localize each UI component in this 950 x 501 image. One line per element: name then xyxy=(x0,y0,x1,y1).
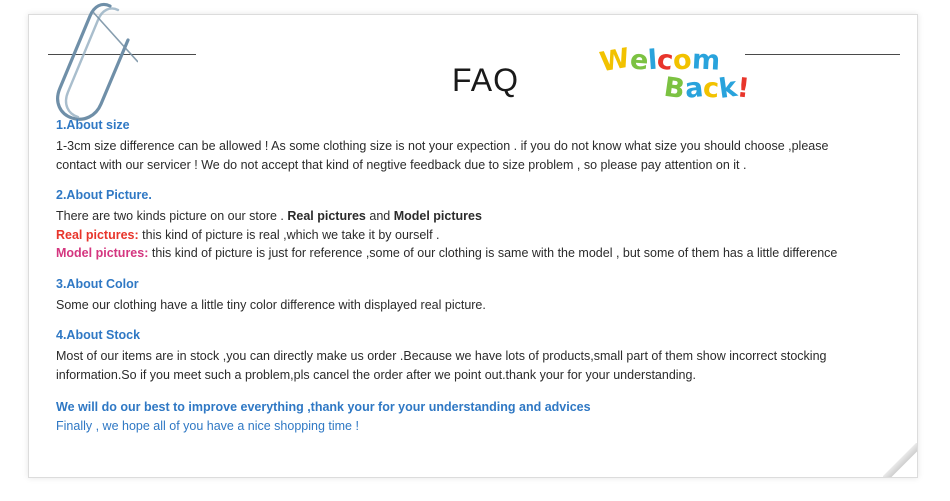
faq-section-size xyxy=(56,118,896,174)
welcome-letter: B xyxy=(662,71,687,106)
paragraph-line xyxy=(56,244,896,263)
section-body xyxy=(56,207,896,263)
paragraph-line: Some our clothing have a little tiny color difference with displayed real picture. xyxy=(56,297,486,312)
welcome-letter: W xyxy=(597,42,633,79)
closing-message xyxy=(56,398,896,436)
section-heading: 1.About size xyxy=(56,118,130,132)
welcome-letter: ! xyxy=(735,72,751,105)
welcome-letter: c xyxy=(702,72,720,105)
faq-section-stock xyxy=(56,328,896,384)
section-heading: 4.About Stock xyxy=(56,328,141,342)
welcome-letter: m xyxy=(691,44,721,77)
section-heading: 2.About Picture. xyxy=(56,188,152,202)
faq-content xyxy=(56,118,896,436)
section-body xyxy=(56,137,896,174)
intro-text-a: There are two kinds picture on our store . xyxy=(56,209,288,223)
section-body xyxy=(56,347,896,384)
section-heading: 3.About Color xyxy=(56,276,139,291)
welcome-line-2 xyxy=(662,71,751,106)
paragraph-line xyxy=(56,207,896,226)
paragraph-line: Most of our items are in stock ,you can directly make us order .Because we have lots of products,small part of them show incorrect stocking xyxy=(56,349,827,363)
paragraph-line: contact with our servicer ! We do not accept that kind of negtive feedback due to size problem , so please pay attention on it . xyxy=(56,157,747,172)
welcome-letter: k xyxy=(716,71,739,106)
closing-line-1: We will do our best to improve everything ,thank your for your understanding and advices xyxy=(56,400,591,414)
welcome-letter: e xyxy=(628,44,650,77)
real-pictures-term: Real pictures xyxy=(287,209,366,223)
welcome-letter: a xyxy=(682,72,705,105)
welcome-back-graphic xyxy=(598,44,828,114)
model-pictures-label: Model pictures: xyxy=(56,246,149,260)
faq-section-picture xyxy=(56,188,896,263)
welcome-letter: c xyxy=(655,44,676,77)
section-body xyxy=(56,296,896,315)
paperclip-icon xyxy=(38,0,138,130)
paragraph-line: 1-3cm size difference can be allowed ! As some clothing size is not your expection . if you do not know what size you should choose ,please xyxy=(56,139,829,153)
model-pictures-term: Model pictures xyxy=(393,209,482,223)
closing-line-2: Finally , we hope all of you have a nice shopping time ! xyxy=(56,419,359,433)
welcome-line-1 xyxy=(597,42,721,79)
intro-text-c: and xyxy=(365,209,394,223)
faq-title: FAQ xyxy=(452,62,520,98)
paragraph-line: information.So if you meet such a problem,pls cancel the order after we point out.thank your for your understanding. xyxy=(56,367,696,382)
real-pictures-label: Real pictures: xyxy=(56,227,139,242)
welcome-letter: o xyxy=(671,44,694,77)
model-pictures-text: this kind of picture is just for reference ,some of our clothing is same with the model , but some of them has a little difference xyxy=(148,246,838,260)
welcome-letter: l xyxy=(647,44,659,77)
paragraph-line xyxy=(56,226,896,245)
page-corner-fold xyxy=(887,447,917,477)
faq-section-color xyxy=(56,277,896,315)
real-pictures-text: this kind of picture is real ,which we take it by ourself . xyxy=(138,227,440,242)
